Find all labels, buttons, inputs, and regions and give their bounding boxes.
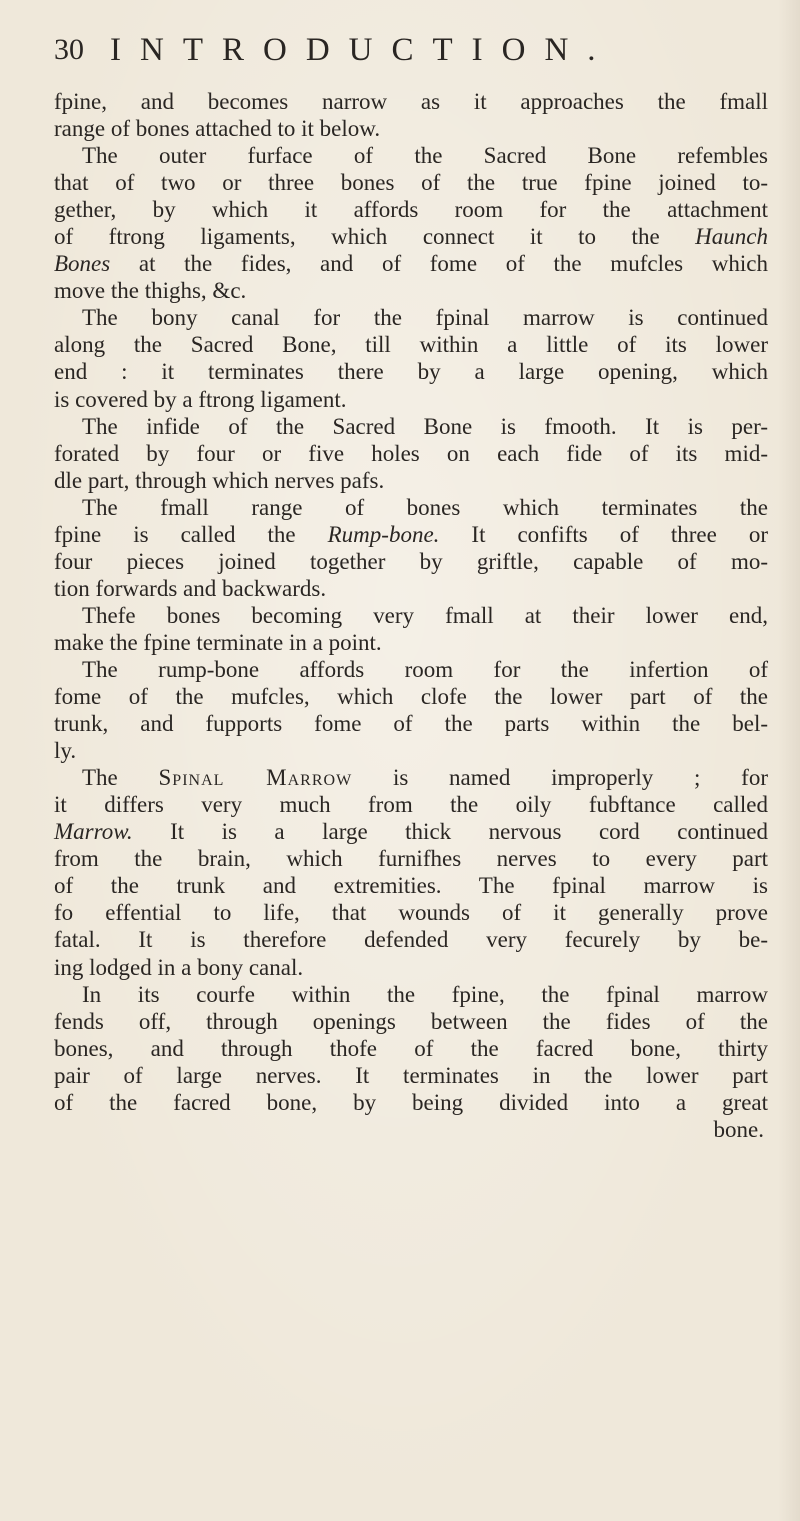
italic-term: Marrow. — [54, 819, 133, 845]
italic-term: Haunch — [695, 224, 768, 250]
text-segment: is covered by a ftrong ligament. — [54, 386, 347, 412]
text-segment: dle part, through which nerves pafs. — [54, 467, 385, 493]
text-segment: it differs very much from the oily fubftance called — [54, 792, 768, 818]
catchword: bone. — [713, 1116, 764, 1142]
text-segment: The — [82, 765, 159, 791]
text-line — [54, 413, 768, 440]
text-segment: is named improperly ; for — [352, 765, 769, 791]
text-segment: In its courfe within the fpine, the fpinal marrow — [82, 981, 768, 1007]
text-segment: make the fpine terminate in a point. — [54, 629, 382, 655]
text-segment: of ftrong ligaments, which connect it to the — [54, 224, 696, 250]
italic-term: Rump-bone. — [327, 521, 440, 547]
text-line — [54, 169, 768, 196]
text-segment: fends off, through openings between the fides of the — [54, 1008, 768, 1034]
text-segment: fpine is called the — [54, 521, 328, 547]
italic-term: Bones — [54, 251, 111, 277]
text-line — [54, 629, 768, 656]
text-segment: forated by four or five holes on each fide of its mid- — [54, 440, 768, 466]
text-line — [54, 575, 768, 602]
text-line — [54, 142, 768, 169]
text-line — [54, 386, 768, 413]
text-line — [54, 250, 768, 277]
text-segment: fpine, and becomes narrow as it approaches the fmall — [54, 89, 768, 114]
text-line — [54, 737, 768, 764]
text-line — [54, 115, 768, 142]
text-line — [54, 440, 768, 467]
text-segment: Thefe bones becoming very fmall at their lower end, — [82, 602, 768, 628]
text-line — [54, 1035, 768, 1062]
page-edge-shadow — [778, 0, 800, 1521]
text-segment: The rump-bone affords room for the infertion of — [82, 656, 768, 682]
text-line — [54, 683, 768, 710]
text-segment: ing lodged in a bony canal. — [54, 954, 304, 980]
text-line — [54, 656, 768, 683]
text-line — [54, 764, 768, 791]
text-segment: The fmall range of bones which terminates the — [82, 494, 768, 520]
text-segment: fo effential to life, that wounds of it generally prove — [54, 900, 768, 926]
text-segment: move the thighs, &c. — [54, 278, 247, 304]
text-segment: It is a large thick nervous cord continued — [132, 819, 768, 845]
text-line — [54, 818, 768, 845]
text-line — [54, 872, 768, 899]
text-segment: range of bones attached to it below. — [54, 116, 381, 142]
text-segment: of the trunk and extremities. The fpinal marrow is — [54, 873, 768, 899]
text-segment: fatal. It is therefore defended very fecurely by be- — [54, 927, 768, 953]
text-segment: along the Sacred Bone, till within a little of its lower — [54, 332, 768, 358]
text-line — [54, 494, 768, 521]
text-line — [54, 1062, 768, 1089]
text-line — [54, 981, 768, 1008]
text-line — [54, 602, 768, 629]
text-line — [54, 899, 768, 926]
text-line — [54, 926, 768, 953]
text-segment: trunk, and fupports fome of the parts within the bel- — [54, 711, 768, 737]
text-segment: fome of the mufcles, which clofe the lower part of the — [54, 684, 768, 710]
small-caps-term: Spinal Marrow — [158, 765, 353, 791]
running-head: INTRODUCTION. — [110, 32, 615, 68]
text-line — [54, 1089, 768, 1116]
body-text — [54, 88, 768, 1143]
text-line — [54, 845, 768, 872]
text-segment: The infide of the Sacred Bone is fmooth. It is per- — [82, 413, 768, 439]
text-line — [54, 304, 768, 331]
text-line — [54, 548, 768, 575]
text-line — [54, 358, 768, 385]
text-segment: from the brain, which furnifhes nerves to every part — [54, 846, 768, 872]
text-line — [54, 88, 768, 115]
text-line — [54, 710, 768, 737]
text-segment: at the fides, and of fome of the mufcles which — [110, 251, 768, 277]
text-line — [54, 223, 768, 250]
text-segment: The bony canal for the fpinal marrow is continued — [82, 305, 768, 331]
text-line — [54, 277, 768, 304]
text-segment: of the facred bone, by being divided into a great — [54, 1089, 768, 1115]
text-segment: four pieces joined together by griftle, capable of mo- — [54, 548, 768, 574]
text-line — [54, 467, 768, 494]
text-line — [54, 331, 768, 358]
text-segment: ly. — [54, 738, 77, 764]
text-segment: gether, by which it affords room for the attachment — [54, 197, 768, 223]
text-line — [54, 1008, 768, 1035]
text-line — [54, 791, 768, 818]
text-segment: bones, and through thofe of the facred bone, thirty — [54, 1035, 768, 1061]
text-segment: that of two or three bones of the true fpine joined to- — [54, 170, 768, 196]
page-number: 30 — [54, 33, 84, 66]
text-segment: It confifts of three or — [439, 521, 769, 547]
text-segment: tion forwards and backwards. — [54, 575, 327, 601]
page-header — [54, 30, 754, 70]
text-line — [54, 954, 768, 981]
text-line — [54, 196, 768, 223]
text-segment: pair of large nerves. It terminates in the lower part — [54, 1062, 768, 1088]
text-line — [54, 521, 768, 548]
text-segment: end : it terminates there by a large opening, which — [54, 359, 768, 385]
text-segment: The outer furface of the Sacred Bone refembles — [82, 143, 768, 169]
